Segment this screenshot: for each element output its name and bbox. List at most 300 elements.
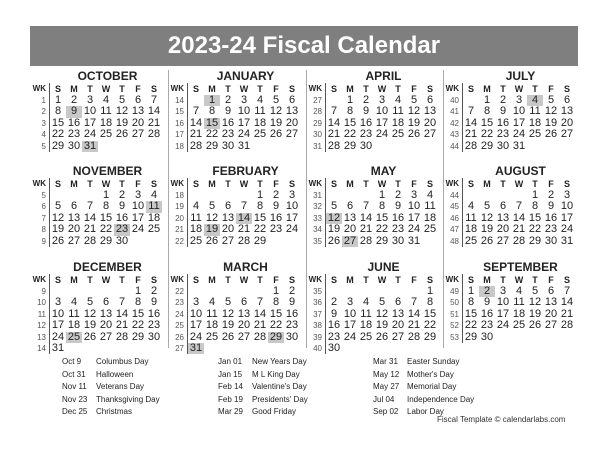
- week-number: 40: [306, 343, 326, 354]
- holiday-date: Dec 25: [62, 407, 88, 417]
- weekday-label: S: [467, 179, 474, 189]
- weekday-label: M: [208, 179, 216, 189]
- day-cell: 20: [391, 319, 405, 332]
- day-cell: 7: [192, 105, 200, 118]
- weekday-header: [443, 274, 578, 286]
- day-cell: 12: [83, 307, 97, 320]
- weekday-label: T: [363, 179, 369, 189]
- holiday-name: Good Friday: [252, 407, 297, 417]
- day-cell: [390, 343, 406, 354]
- day-cell: 19: [221, 319, 235, 332]
- day-cell: 22: [269, 319, 283, 332]
- day-cell: 27: [67, 234, 81, 247]
- weekday-label: S: [467, 275, 474, 285]
- week-row: [306, 309, 441, 320]
- day-cell: 15: [253, 211, 267, 224]
- week-number: 22: [168, 236, 188, 247]
- day-cell: 27: [285, 128, 299, 141]
- day-cell: 21: [237, 223, 251, 236]
- day-cell: 7: [118, 296, 126, 309]
- day-cell: [252, 343, 268, 354]
- weekday-label: S: [54, 275, 61, 285]
- day-cell: [422, 343, 438, 354]
- day-cell: 16: [496, 116, 510, 129]
- week-row: [306, 190, 441, 201]
- day-cell: 2: [70, 94, 78, 106]
- day-cell: 13: [423, 105, 437, 118]
- day-cell: 9: [118, 200, 126, 213]
- holiday-item: [62, 381, 160, 394]
- day-cell: 12: [51, 211, 65, 224]
- day-cell: 10: [407, 200, 421, 213]
- day-cell: 8: [483, 105, 491, 118]
- day-cell: 1: [256, 189, 264, 201]
- day-cell: 12: [407, 105, 421, 118]
- day-cell: 7: [467, 105, 475, 118]
- day-cell: 14: [237, 211, 251, 224]
- week-row: [30, 286, 165, 297]
- weekday-label: W: [514, 275, 524, 285]
- week-number: 9: [30, 286, 50, 297]
- holiday-item: [373, 369, 474, 382]
- week-row: [443, 332, 578, 343]
- week-number: 19: [168, 201, 188, 212]
- day-cell: 27: [391, 330, 405, 343]
- weekday-label: S: [563, 179, 570, 189]
- holiday-item: [373, 394, 474, 407]
- day-cell: 17: [343, 319, 357, 332]
- day-cell: 25: [464, 234, 478, 247]
- day-cell: 2: [499, 94, 507, 106]
- week-row: [443, 286, 578, 297]
- day-cell: 19: [375, 319, 389, 332]
- day-cell: 11: [146, 201, 162, 212]
- weekday-label: S: [288, 179, 295, 189]
- day-cell: 1: [346, 94, 354, 106]
- footer-credit: Fiscal Template © calendarlabs.com: [437, 415, 566, 424]
- day-cell: 15: [99, 211, 113, 224]
- day-cell: 22: [528, 223, 542, 236]
- day-cell: 22: [131, 319, 145, 332]
- day-cell: 30: [221, 139, 235, 152]
- day-cell: [559, 332, 575, 343]
- day-cell: 14: [512, 211, 526, 224]
- weekday-label: S: [288, 84, 295, 94]
- day-cell: 10: [512, 105, 526, 118]
- day-cell: 4: [256, 94, 264, 106]
- day-cell: 10: [343, 307, 357, 320]
- day-cell: 5: [208, 200, 216, 213]
- weekday-label: S: [330, 179, 337, 189]
- day-cell: [284, 343, 300, 354]
- week-row: [30, 236, 165, 247]
- holiday-date: May 12: [373, 369, 400, 379]
- holiday-date: Jan 01: [218, 357, 243, 366]
- weekday-label: T: [225, 275, 231, 285]
- day-cell: 7: [330, 105, 338, 118]
- holiday-date: Mar 31: [373, 357, 398, 366]
- day-cell: 5: [547, 94, 555, 106]
- day-cell: [543, 332, 559, 343]
- week-number: 21: [168, 224, 188, 235]
- day-cell: 27: [544, 319, 558, 332]
- week-row: [306, 224, 441, 235]
- day-cell: 9: [499, 105, 507, 118]
- day-cell: [130, 141, 146, 152]
- week-row: [306, 332, 441, 343]
- day-cell: 28: [237, 234, 251, 247]
- day-cell: 3: [346, 296, 354, 309]
- month-name: JUNE: [367, 260, 400, 274]
- day-cell: 11: [100, 105, 112, 118]
- week-number: 29: [306, 118, 326, 129]
- day-cell: [527, 332, 543, 343]
- day-cell: 1: [426, 285, 434, 297]
- week-row: [306, 343, 441, 354]
- day-cell: 27: [221, 234, 235, 247]
- week-row: [168, 236, 303, 247]
- day-cell: 27: [99, 330, 113, 343]
- day-cell: 16: [221, 116, 235, 129]
- day-cell: 21: [407, 319, 421, 332]
- day-cell: 26: [480, 234, 494, 247]
- week-number: 18: [168, 141, 188, 152]
- week-row: [306, 141, 441, 152]
- day-cell: 31: [189, 341, 203, 354]
- holiday-name: M L King Day: [252, 369, 300, 379]
- month-name: MAY: [370, 164, 397, 178]
- week-number: 47: [443, 224, 463, 235]
- day-cell: 26: [205, 234, 219, 247]
- day-cell: 7: [362, 200, 370, 213]
- day-cell: 28: [512, 234, 526, 247]
- day-cell: 23: [221, 128, 235, 141]
- holiday-name: Labor Day: [407, 407, 444, 417]
- day-cell: 9: [224, 105, 232, 118]
- day-cell: 11: [190, 211, 202, 224]
- day-cell: 12: [480, 211, 494, 224]
- day-cell: 6: [346, 200, 354, 213]
- weekday-label: S: [150, 275, 157, 285]
- week-number: 5: [30, 190, 50, 201]
- week-number: 17: [168, 129, 188, 140]
- day-cell: 6: [426, 94, 434, 106]
- day-cell: [374, 343, 390, 354]
- day-cell: 14: [359, 211, 373, 224]
- day-cell: 22: [480, 128, 494, 141]
- week-row: [168, 213, 303, 224]
- day-cell: [374, 141, 390, 152]
- day-cell: [495, 332, 511, 343]
- holiday-date: Nov 23: [62, 394, 88, 404]
- weekday-label: S: [426, 179, 433, 189]
- day-cell: 29: [99, 234, 113, 247]
- day-cell: 3: [192, 296, 200, 309]
- day-cell: 11: [424, 200, 436, 213]
- day-cell: 26: [407, 128, 421, 141]
- day-cell: 15: [343, 116, 357, 129]
- day-cell: 24: [237, 128, 251, 141]
- week-row: [30, 95, 165, 106]
- day-cell: [422, 236, 438, 247]
- week-label: WK: [30, 83, 50, 95]
- month-august: [443, 165, 578, 259]
- holiday-item: [373, 381, 474, 394]
- day-cell: 15: [528, 211, 542, 224]
- day-cell: 20: [131, 116, 145, 129]
- holiday-date: May 27: [373, 382, 400, 392]
- day-cell: 9: [547, 200, 555, 213]
- day-cell: 6: [224, 200, 232, 213]
- weekday-label: F: [273, 275, 279, 285]
- weekday-label: T: [119, 84, 125, 94]
- day-cell: 8: [378, 200, 386, 213]
- week-number: 36: [306, 297, 326, 308]
- weekday-label: M: [346, 84, 354, 94]
- day-cell: 7: [240, 200, 248, 213]
- month-name: FEBRUARY: [212, 164, 279, 178]
- day-cell: [252, 141, 268, 152]
- day-cell: 3: [288, 189, 296, 201]
- day-cell: 12: [327, 211, 341, 224]
- day-cell: 1: [204, 95, 220, 106]
- week-number: 8: [30, 224, 50, 235]
- day-cell: 13: [285, 105, 299, 118]
- day-cell: 30: [115, 234, 129, 247]
- day-cell: 9: [394, 200, 402, 213]
- day-cell: 11: [529, 105, 541, 118]
- day-cell: 24: [407, 223, 421, 236]
- weekday-header: [30, 274, 165, 286]
- day-cell: 31: [237, 139, 251, 152]
- weekday-label: M: [346, 179, 354, 189]
- weekday-label: S: [330, 275, 337, 285]
- week-number: 3: [30, 118, 50, 129]
- month-june: [306, 261, 441, 355]
- day-cell: 12: [221, 307, 235, 320]
- day-cell: 3: [54, 296, 62, 309]
- week-label: WK: [306, 83, 326, 95]
- day-cell: 2: [150, 285, 158, 297]
- day-cell: 11: [465, 211, 477, 224]
- day-cell: 5: [54, 200, 62, 213]
- day-cell: 26: [115, 128, 129, 141]
- day-cell: [114, 343, 130, 354]
- week-row: [168, 332, 303, 343]
- day-cell: 15: [269, 307, 283, 320]
- column-divider: [443, 70, 444, 348]
- weekday-label: T: [532, 275, 538, 285]
- day-cell: 10: [237, 105, 251, 118]
- week-row: [168, 297, 303, 308]
- day-cell: 30: [496, 139, 510, 152]
- day-cell: 24: [51, 330, 65, 343]
- calendar-title: 2023-24 Fiscal Calendar: [30, 26, 578, 66]
- month-september: [443, 261, 578, 355]
- weekday-header: [168, 178, 303, 190]
- day-cell: 27: [131, 128, 145, 141]
- week-row: [306, 286, 441, 297]
- week-number: 2: [30, 106, 50, 117]
- week-row: [30, 224, 165, 235]
- day-cell: [220, 343, 236, 354]
- weekday-header: [306, 83, 441, 95]
- week-row: [443, 224, 578, 235]
- day-cell: 2: [394, 189, 402, 201]
- day-cell: 23: [544, 223, 558, 236]
- day-cell: 8: [426, 296, 434, 309]
- holiday-item: [62, 406, 160, 419]
- week-number: 5: [30, 141, 50, 152]
- day-cell: 27: [237, 330, 251, 343]
- day-cell: [268, 236, 284, 247]
- week-number: 23: [168, 297, 188, 308]
- holiday-date: Nov 11: [62, 382, 87, 392]
- day-cell: 4: [426, 189, 434, 201]
- day-cell: 12: [205, 211, 219, 224]
- day-cell: 13: [544, 296, 558, 309]
- holiday-item: [62, 369, 160, 382]
- week-row: [168, 320, 303, 331]
- week-number: 6: [30, 201, 50, 212]
- weekday-header: [168, 83, 303, 95]
- month-december: [30, 261, 165, 355]
- day-cell: 16: [327, 319, 341, 332]
- day-cell: 2: [547, 189, 555, 201]
- holiday-item: [373, 356, 474, 369]
- week-label: WK: [30, 274, 50, 286]
- weekday-label: S: [563, 84, 570, 94]
- day-cell: 29: [528, 234, 542, 247]
- week-number: 35: [306, 286, 326, 297]
- day-cell: 29: [205, 139, 219, 152]
- day-cell: 3: [499, 285, 507, 297]
- day-cell: 5: [86, 296, 94, 309]
- day-cell: 25: [512, 319, 526, 332]
- day-cell: 15: [375, 211, 389, 224]
- day-cell: 6: [499, 200, 507, 213]
- day-cell: 13: [99, 307, 113, 320]
- day-cell: 1: [102, 189, 110, 201]
- day-cell: 11: [392, 105, 404, 118]
- day-cell: 8: [208, 105, 216, 118]
- day-cell: 30: [327, 341, 341, 354]
- day-cell: 15: [131, 307, 145, 320]
- week-row: [30, 201, 165, 212]
- day-cell: 4: [527, 95, 543, 106]
- day-cell: 23: [327, 330, 341, 343]
- day-cell: 14: [147, 105, 161, 118]
- holiday-name: Mother's Day: [407, 369, 454, 379]
- holiday-column: [62, 356, 160, 419]
- weekday-header: [30, 178, 165, 190]
- day-cell: [406, 343, 422, 354]
- day-cell: [511, 332, 527, 343]
- week-number: 4: [30, 129, 50, 140]
- day-cell: 21: [512, 223, 526, 236]
- week-number: 53: [443, 332, 463, 343]
- week-row: [443, 106, 578, 117]
- day-cell: 4: [208, 296, 216, 309]
- day-cell: 2: [224, 94, 232, 106]
- day-cell: 21: [359, 223, 373, 236]
- week-number: 11: [30, 309, 50, 320]
- day-cell: 5: [378, 296, 386, 309]
- day-cell: 28: [253, 330, 267, 343]
- day-cell: 3: [410, 189, 418, 201]
- day-cell: 6: [240, 296, 248, 309]
- holiday-name: Independence Day: [407, 394, 475, 404]
- weekday-label: F: [548, 84, 554, 94]
- day-cell: 25: [189, 234, 203, 247]
- day-cell: 18: [189, 223, 203, 236]
- day-cell: 8: [346, 105, 354, 118]
- weekday-label: W: [239, 179, 249, 189]
- weekday-label: T: [257, 275, 263, 285]
- day-cell: 19: [269, 116, 283, 129]
- day-cell: 9: [288, 296, 296, 309]
- day-cell: 13: [343, 211, 357, 224]
- week-row: [443, 118, 578, 129]
- week-number: 38: [306, 320, 326, 331]
- day-cell: 20: [221, 223, 235, 236]
- day-cell: 29: [131, 330, 145, 343]
- day-cell: 29: [253, 234, 267, 247]
- month-november: [30, 165, 165, 259]
- week-number: 50: [443, 297, 463, 308]
- weekday-header: [30, 83, 165, 95]
- day-cell: 7: [86, 200, 94, 213]
- day-cell: 10: [51, 307, 65, 320]
- weekday-label: W: [377, 275, 387, 285]
- day-cell: 30: [285, 330, 299, 343]
- week-label: WK: [168, 83, 188, 95]
- week-number: 31: [306, 141, 326, 152]
- day-cell: 4: [192, 200, 200, 213]
- day-cell: 24: [343, 330, 357, 343]
- day-cell: 26: [375, 330, 389, 343]
- day-cell: 21: [464, 128, 478, 141]
- day-cell: 1: [378, 189, 386, 201]
- weekday-label: T: [532, 179, 538, 189]
- weekday-label: W: [377, 84, 387, 94]
- weekday-header: [443, 178, 578, 190]
- day-cell: 20: [67, 223, 81, 236]
- weekday-label: T: [363, 84, 369, 94]
- weekday-label: F: [411, 275, 417, 285]
- week-row: [443, 320, 578, 331]
- weekday-label: W: [377, 179, 387, 189]
- day-cell: 9: [362, 105, 370, 118]
- month-may: [306, 165, 441, 259]
- weekday-header: [306, 274, 441, 286]
- day-cell: 18: [99, 116, 113, 129]
- day-cell: 13: [391, 307, 405, 320]
- week-row: [30, 106, 165, 117]
- week-row: [306, 106, 441, 117]
- weekday-label: S: [192, 275, 199, 285]
- day-cell: 25: [359, 330, 373, 343]
- day-cell: 5: [272, 94, 280, 106]
- week-row: [30, 118, 165, 129]
- day-cell: 10: [131, 200, 145, 213]
- week-row: [168, 224, 303, 235]
- day-cell: 30: [391, 234, 405, 247]
- week-number: 44: [443, 190, 463, 201]
- day-cell: [146, 141, 162, 152]
- day-cell: 8: [134, 296, 142, 309]
- week-number: 44: [443, 141, 463, 152]
